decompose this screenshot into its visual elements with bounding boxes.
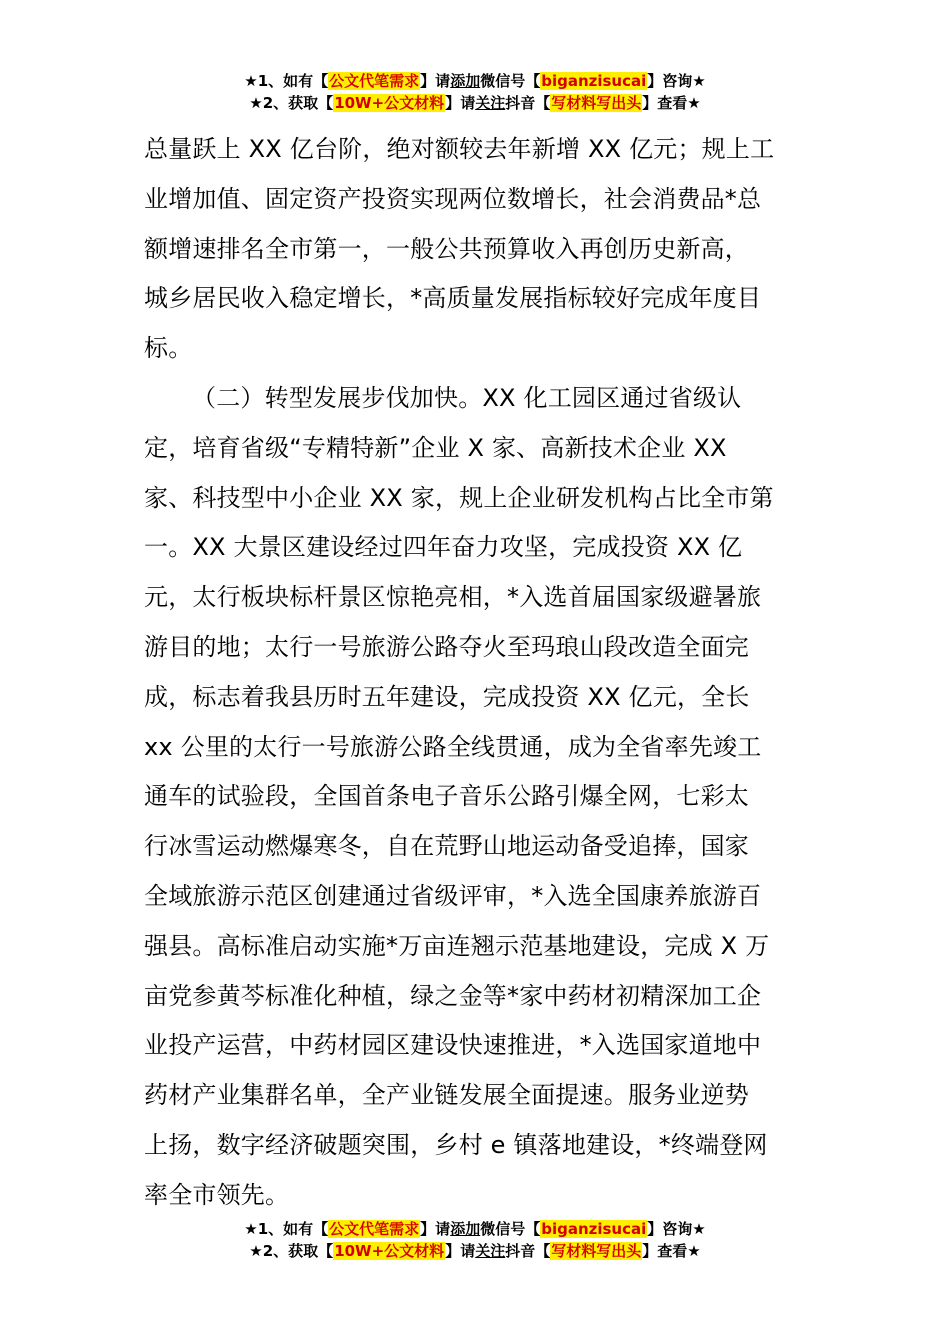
banner-line-1: ★1、如有【公文代笔需求】请添加微信号【biganzisucai】咨询★ — [244, 1220, 706, 1238]
text-line: 总量跃上 XX 亿台阶，绝对额较去年新增 XX 亿元；规上工 — [144, 135, 775, 163]
highlight-service: 公文代笔需求 — [329, 1220, 420, 1238]
star-icon: ★ — [244, 1220, 258, 1238]
text-line: 通车的试验段，全国首条电子音乐公路引爆全网，七彩太 — [144, 782, 749, 811]
star-icon: ★ — [244, 72, 258, 90]
footer-banner — [0, 1218, 950, 1262]
text-line: 成，标志着我县历时五年建设，完成投资 XX 亿元，全长 — [144, 682, 750, 711]
text-line: 强县。高标准启动实施*万亩连翘示范基地建设，完成 X 万 — [144, 931, 770, 960]
paragraph-2 — [144, 374, 808, 1221]
highlight-douyin-account: 写材料写出头 — [551, 94, 642, 112]
text-line: xx 公里的太行一号旅游公路全线贯通，成为全省率先竣工 — [144, 732, 762, 761]
text-line: 上扬，数字经济破题突围，乡村 e 镇落地建设，*终端登网 — [144, 1130, 768, 1159]
highlight-service: 公文代笔需求 — [329, 72, 420, 90]
star-icon: ★ — [249, 1242, 263, 1260]
text-line: 药材产业集群名单，全产业链发展全面提速。服务业逆势 — [144, 1081, 749, 1110]
document-body — [144, 125, 808, 1221]
highlight-douyin-account: 写材料写出头 — [551, 1242, 642, 1260]
text-line: 率全市领先。 — [144, 1180, 290, 1209]
star-icon: ★ — [249, 94, 263, 112]
text-line: 亩党参黄芩标准化种植，绿之金等*家中药材初精深加工企 — [144, 981, 762, 1010]
text-line: 业增加值、固定资产投资实现两位数增长，社会消费品*总 — [144, 184, 762, 213]
text-line: 元，太行板块标杆景区惊艳亮相，*入选首届国家级避暑旅 — [144, 583, 762, 612]
header-banner — [0, 70, 950, 114]
banner-line-2: ★2、获取【10W+公文材料】请关注抖音【写材料写出头】查看★ — [249, 94, 701, 112]
text-line: （二）转型发展步伐加快。XX 化工园区通过省级认 — [192, 383, 742, 412]
highlight-wechat-id: biganzisucai — [541, 1220, 647, 1238]
paragraph-1 — [144, 125, 808, 374]
text-line: 行冰雪运动燃爆寒冬，自在荒野山地运动备受追捧，国家 — [144, 832, 749, 861]
highlight-materials: 10W+公文材料 — [334, 1242, 445, 1260]
highlight-materials: 10W+公文材料 — [334, 94, 445, 112]
highlight-wechat-id: biganzisucai — [541, 72, 647, 90]
text-line: 一。XX 大景区建设经过四年奋力攻坚，完成投资 XX 亿 — [144, 533, 743, 562]
text-line: 全域旅游示范区创建通过省级评审，*入选全国康养旅游百 — [144, 881, 762, 910]
banner-line-2: ★2、获取【10W+公文材料】请关注抖音【写材料写出头】查看★ — [249, 1242, 701, 1260]
text-line: 家、科技型中小企业 XX 家，规上企业研发机构占比全市第 — [144, 483, 774, 512]
banner-line-1: ★1、如有【公文代笔需求】请添加微信号【biganzisucai】咨询★ — [244, 72, 706, 90]
text-line: 定，培育省级“专精特新”企业 X 家、高新技术企业 XX — [144, 433, 727, 462]
text-line: 城乡居民收入稳定增长，*高质量发展指标较好完成年度目 — [144, 284, 762, 313]
text-line: 业投产运营，中药材园区建设快速推进，*入选国家道地中 — [144, 1031, 762, 1060]
text-line: 额增速排名全市第一，一般公共预算收入再创历史新高， — [144, 234, 749, 263]
text-line: 标。 — [144, 334, 193, 363]
text-line: 游目的地；太行一号旅游公路夺火至玛琅山段改造全面完 — [144, 632, 749, 661]
